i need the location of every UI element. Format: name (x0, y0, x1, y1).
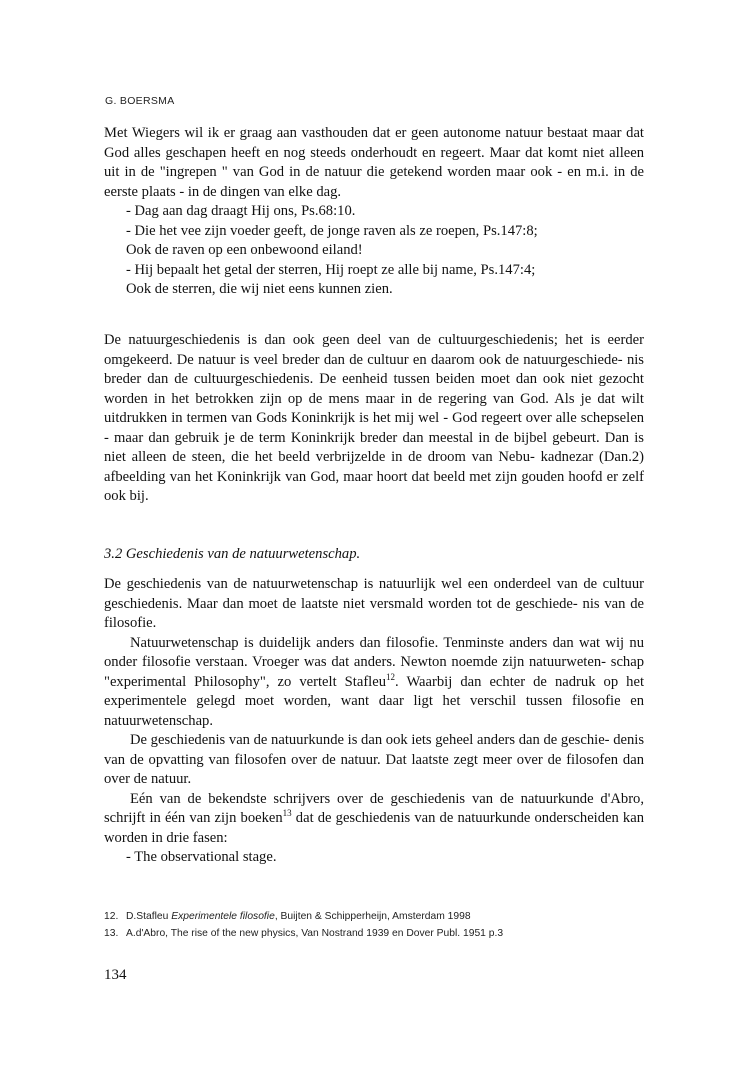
paragraph-1: Met Wiegers wil ik er graag aan vasthouden dat er geen autonome natuur bestaat maar dat God alles geschapen heeft en nog steeds onderhoudt en regeert. Maar dat komt niet alleen uit in de "ingrepen " van God in de natuur die getekend worden maar ook - en m.i. in de eerste plaats - in de dingen van elke dag. (104, 125, 644, 200)
footnote-ref-12[interactable]: 12 (386, 671, 396, 682)
footnote-title: Experimentele filosofie (171, 911, 275, 922)
footnote-text: D.Stafleu (126, 911, 172, 922)
footnote-ref-13[interactable]: 13 (282, 808, 292, 818)
footnote-number: 12. (104, 911, 119, 922)
psalm-line: - Dag aan dag draagt Hij ons, Ps.68:10. (126, 203, 356, 219)
paragraph-6 (104, 790, 644, 849)
paragraph-4-text: Natuurwetenschap is duidelijk anders dan filosofie. Tenminste anders dan wat wij nu onder filosofie verstaan. Vroeger was dat anders. Newton noemde zijn natuurweten- schap "experimental Philosophy", zo vertelt Stafleu (104, 634, 644, 690)
section-heading: 3.2 Geschiedenis van de natuurwetenschap. (104, 546, 361, 562)
running-head: G. BOERSMA (105, 95, 175, 107)
text-block-2 (104, 331, 644, 507)
paragraph-2: De natuurgeschiedenis is dan ook geen deel van de cultuurgeschiedenis; het is eerder omgekeerd. De natuur is veel breder dan de cultuur en daarom ook de natuurgeschiede- nis breder dan de cultuurgeschiedenis. De eenheid tussen beiden moet dan ook niet gezocht worden in het betrokken zijn op de mens maar in de regering van God. Als je dat wilt uitdrukken in termen van Gods Koninkrijk is het mij wel - God regeert over alle schepselen - maar dan gebruik je de term Koninkrijk breder dan meestal in de bijbel gebeurt. Dan is niet alleen de steen, die het beeld verbrijzelde in de droom van Nebu- kadnezar (Dan.2) afbeelding van het Koninkrijk van God, maar hoort dat beeld met zijn gouden hoofd er zelf ook bij. (104, 332, 644, 504)
text-block-1 (104, 124, 644, 300)
footnote-text-cont: , Buijten & Schipperheijn, Amsterdam 1998 (274, 911, 471, 922)
footnote-text: A.d'Abro, The rise of the new physics, Van Nostrand 1939 en Dover Publ. 1951 p.3 (126, 928, 504, 939)
psalm-line: Ook de sterren, die wij niet eens kunnen zien. (126, 281, 393, 297)
psalm-line: - Die het vee zijn voeder geeft, de jonge raven als ze roepen, Ps.147:8; (126, 222, 538, 239)
paragraph-6-text: Eén van de bekendste schrijvers over de geschiedenis van de natuurkunde d'Abro, schrijft in één van zijn boeken (104, 790, 644, 826)
psalm-line: - Hij bepaalt het getal der sterren, Hij roept ze alle bij name, Ps.147:4; (126, 261, 536, 278)
footnote-number: 13. (104, 928, 119, 939)
psalm-line: Ook de raven op een onbewoond eiland! (126, 242, 363, 258)
text-block-3 (104, 575, 644, 868)
paragraph-5: De geschiedenis van de natuurkunde is dan ook iets geheel anders dan de geschie- denis van de opvatting van filosofen over de natuur. Dat laatste zegt meer over de filosofen dan over de natuur. (104, 732, 644, 787)
stage-list-item: - The observational stage. (126, 849, 277, 865)
paragraph-4 (104, 634, 644, 732)
footnote-12 (104, 908, 664, 925)
footnotes (104, 908, 664, 942)
paragraph-4-text-cont: . Waarbij dan echter de nadruk op het experimentele gelegd moet worden, want daar ligt het verschil tussen filosofie en natuurwetenschap. (104, 673, 645, 729)
paragraph-6-text-cont: dat de geschiedenis van de natuurkunde onderscheiden kan worden in drie fasen: (104, 810, 644, 846)
psalm-quotes (104, 202, 644, 300)
paragraph-3: De geschiedenis van de natuurwetenschap is natuurlijk wel een onderdeel van de cultuur geschiedenis. Maar dan moet de laatste niet versmald worden tot de geschiede- nis van de filosofie. (104, 576, 644, 631)
footnote-13 (104, 925, 664, 942)
page-number: 134 (104, 967, 127, 983)
